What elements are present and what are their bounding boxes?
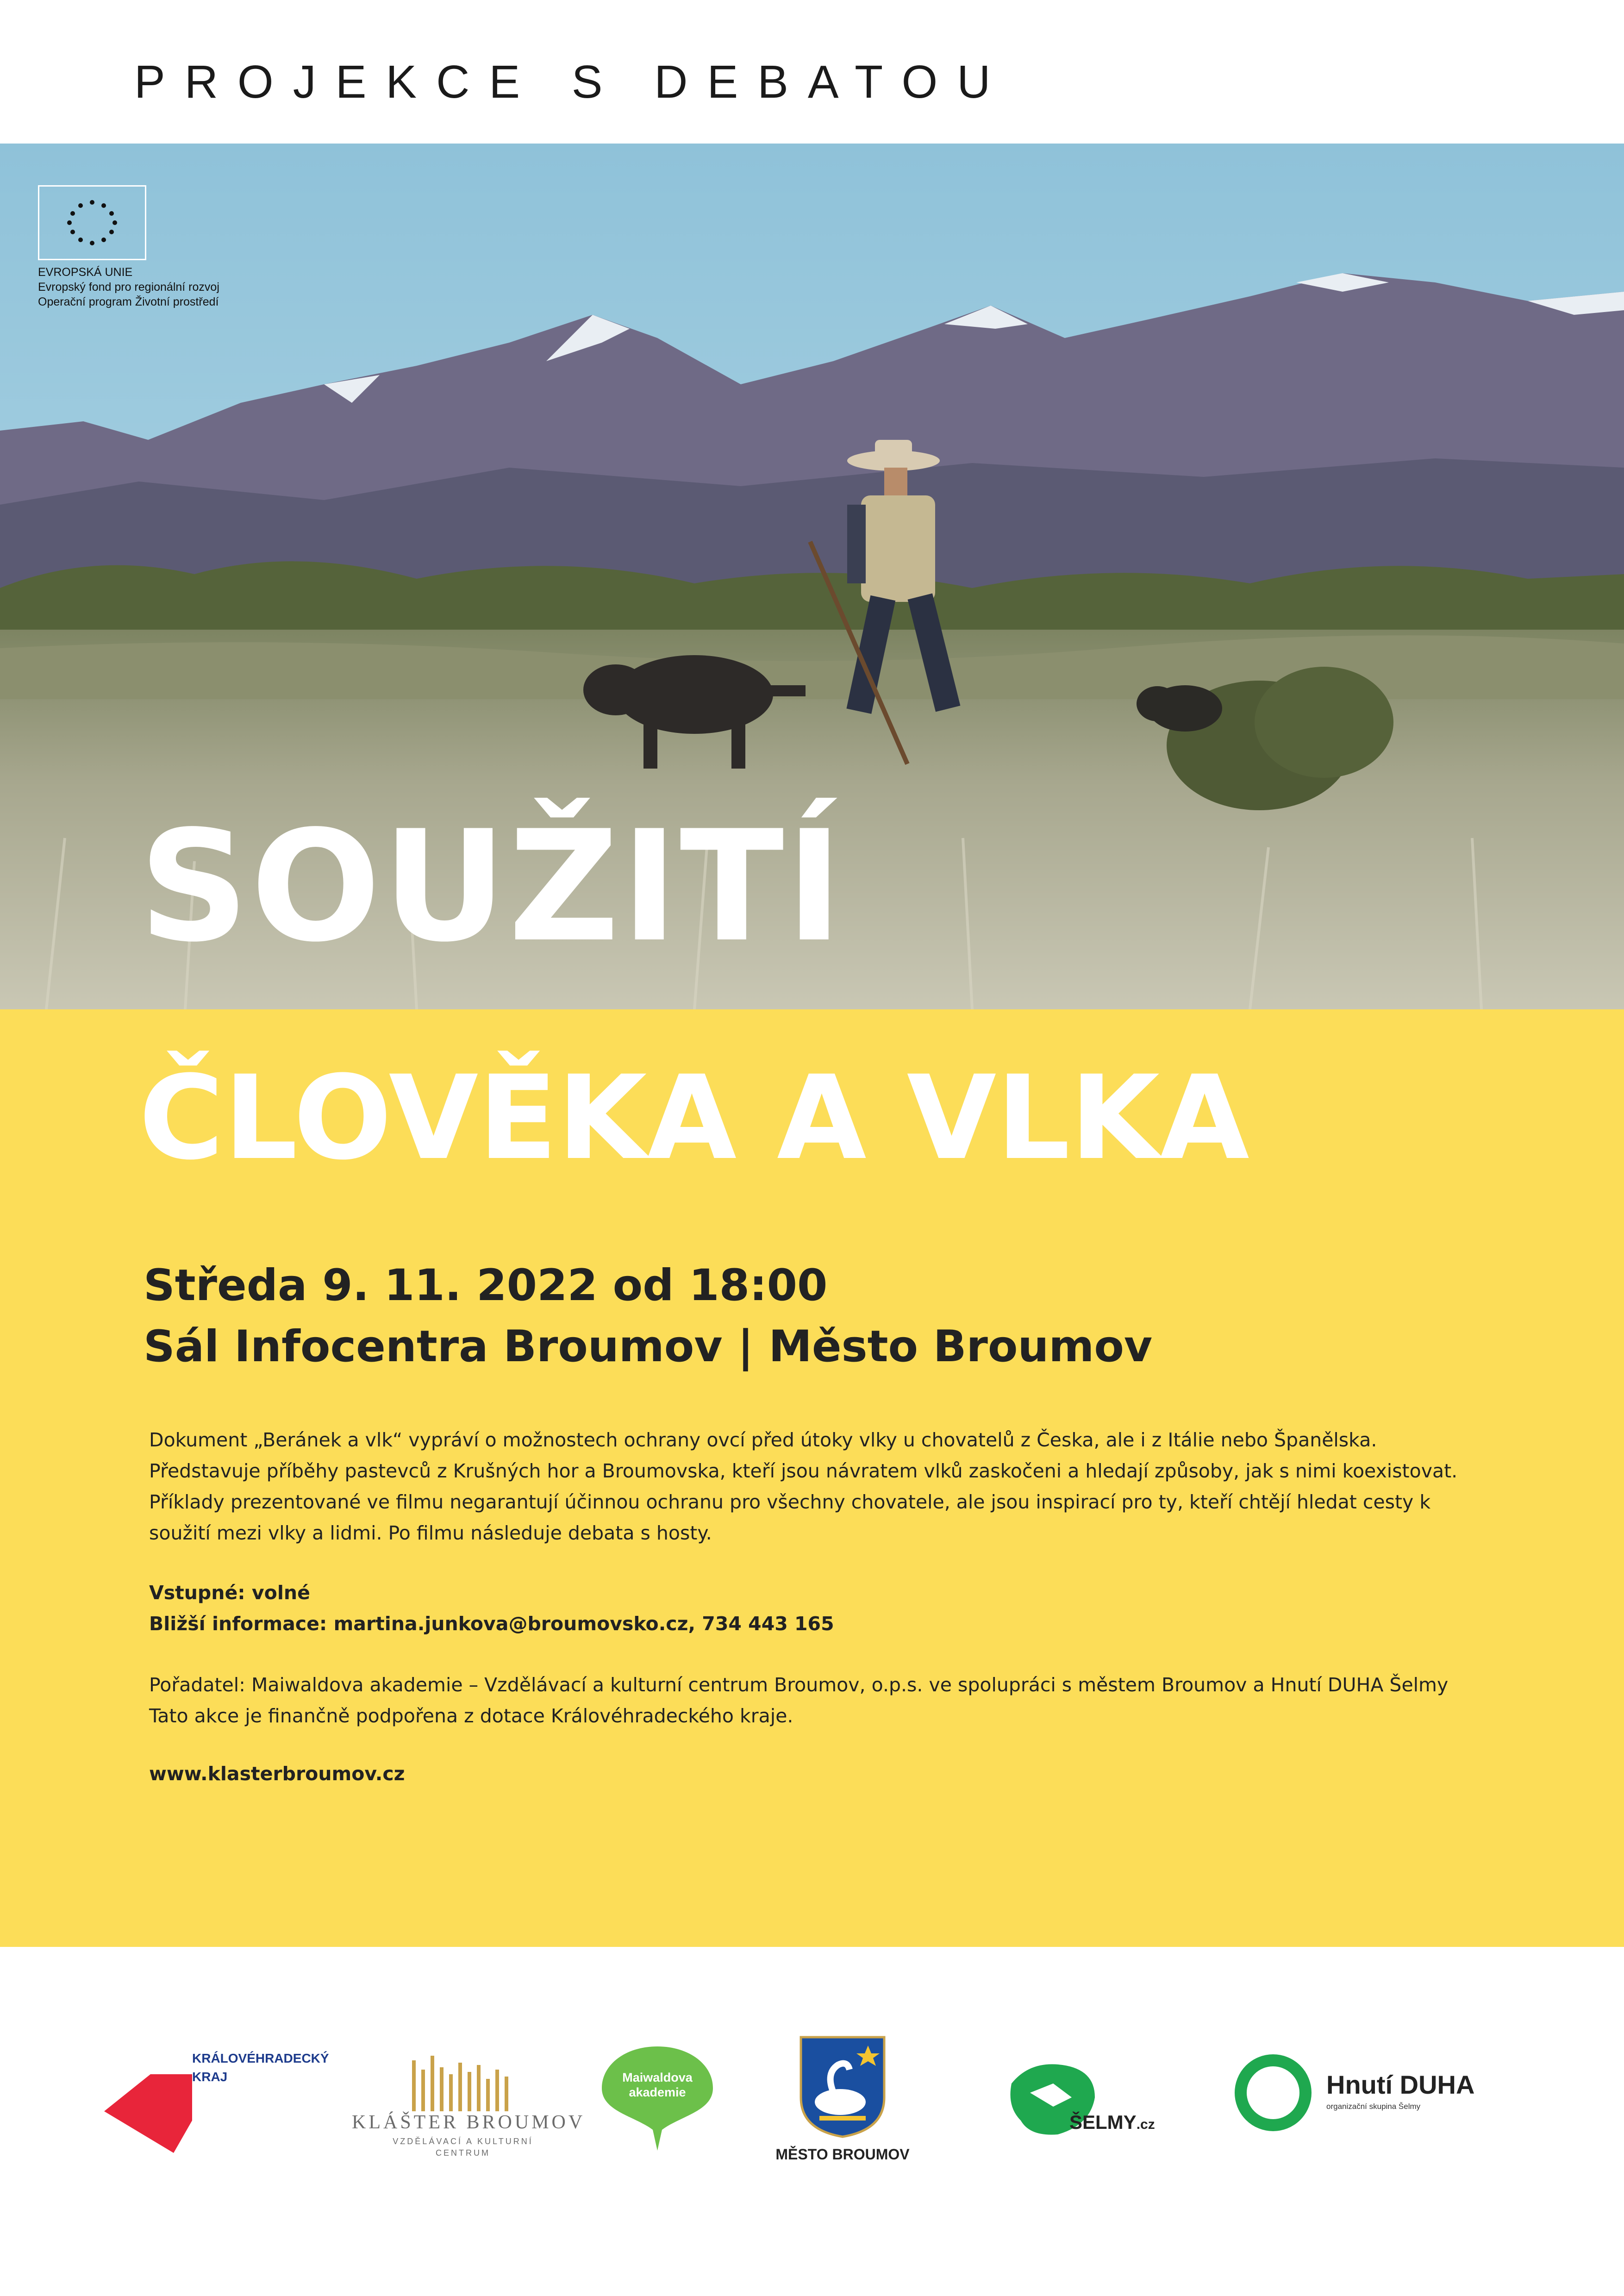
maiwald-logo	[597, 2042, 718, 2153]
organizer-line: Pořadatel: Maiwaldova akademie – Vzdělávací a kulturní centrum Broumov, o.p.s. ve spolupráci s městem Broumov a Hnutí DUHA Šelmy	[149, 1674, 1449, 1696]
description-line: Příklady prezentované ve filmu negarantují účinnou ochranu pro všechny chovatele, ale jsou inspirací pro ty, kteří chtějí hledat cesty k	[149, 1491, 1431, 1513]
funding-line: Tato akce je finančně podpořena z dotace Královéhradeckého kraje.	[149, 1705, 793, 1727]
entry-fee: Vstupné: volné	[149, 1582, 310, 1604]
klaster-sub-1: VZDĚLÁVACÍ A KULTURNÍ	[393, 2137, 533, 2146]
eu-line-2: Evropský fond pro regionální rozvoj	[38, 281, 219, 294]
kicker-heading: PROJEKCE S DEBATOU	[134, 56, 1010, 108]
klaster-sub-2: CENTRUM	[436, 2148, 490, 2158]
mesto-logo	[755, 2033, 931, 2171]
selmy-name-suffix: .cz	[1136, 2117, 1155, 2132]
maiwald-line-2: akademie	[629, 2085, 686, 2099]
event-venue: Sál Infocentra Broumov | Město Broumov	[144, 1321, 1153, 1372]
klaster-name: KLÁŠTER BROUMOV	[352, 2112, 586, 2133]
kraj-line-2: KRAJ	[192, 2070, 228, 2084]
eu-flag-logo	[38, 185, 146, 260]
eu-line-3: Operační program Životní prostředí	[38, 295, 219, 308]
description-line: soužití mezi vlky a lidmi. Po filmu následuje debata s hosty.	[149, 1522, 712, 1544]
selmy-name	[1069, 2111, 1155, 2133]
title-line-1: SOUŽITÍ	[139, 798, 845, 976]
description-line: Představuje příběhy pastevců z Krušných hor a Broumovska, kteří jsou návratem vlků zaskočeni a hledají způsoby, jak s nimi koexistovat.	[149, 1460, 1458, 1482]
selmy-name-main: ŠELMY	[1069, 2111, 1137, 2133]
event-date: Středa 9. 11. 2022 od 18:00	[144, 1260, 828, 1311]
duha-logo	[1231, 2051, 1518, 2144]
kraj-logo	[104, 2051, 329, 2158]
mesto-name: MĚSTO BROUMOV	[775, 2146, 910, 2163]
duha-sub: organizační skupina Šelmy	[1326, 2102, 1421, 2111]
website-link[interactable]: www.klasterbroumov.cz	[149, 1763, 405, 1785]
title-line-2: ČLOVĚKA A VLKA	[139, 1051, 1249, 1185]
contact-info[interactable]: Bližší informace: martina.junkova@broumovsko.cz, 734 443 165	[149, 1613, 834, 1635]
description-line: Dokument „Beránek a vlk“ vypráví o možnostech ochrany ovcí před útoky vlky u chovatelů z Česka, ale i z Itálie nebo Španělska.	[149, 1429, 1377, 1451]
selmy-logo	[1002, 2056, 1187, 2148]
maiwald-line-1: Maiwaldova	[622, 2071, 693, 2084]
kraj-line-1: KRÁLOVÉHRADECKÝ	[192, 2051, 329, 2065]
eu-line-1: EVROPSKÁ UNIE	[38, 266, 133, 279]
klaster-logo	[352, 2042, 586, 2162]
duha-name: Hnutí DUHA	[1326, 2070, 1475, 2099]
